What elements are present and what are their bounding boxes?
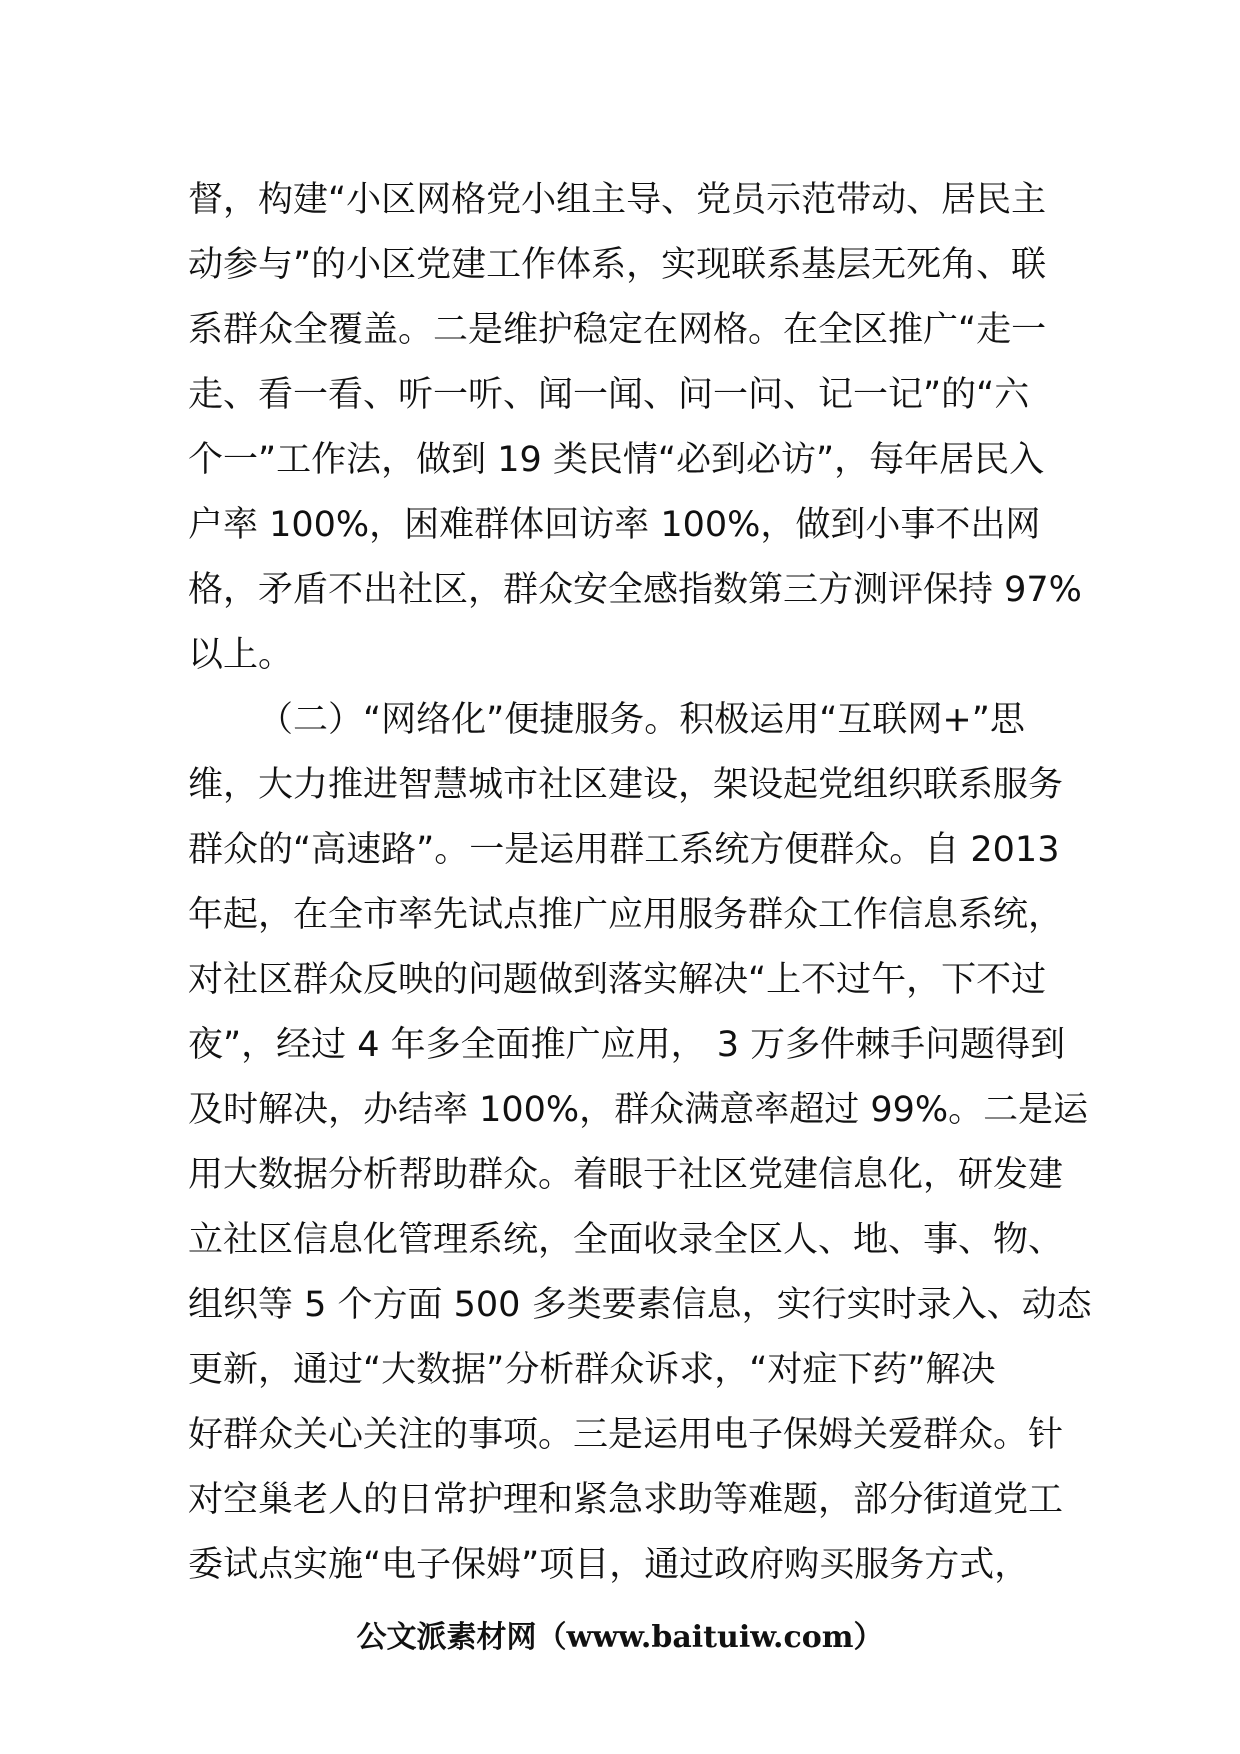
text-line: 委试点实施“电子保姆”项目，通过政府购买服务方式， [188,1545,1030,1585]
text-line: 夜”，经过 4 年多全面推广应用， 3 万多件棘手问题得到 [188,1025,1066,1065]
text-line: 好群众关心关注的事项。三是运用电子保姆关爱群众。针 [188,1415,1064,1455]
text-line: 系群众全覆盖。二是维护稳定在网格。在全区推广“走一 [188,310,1047,350]
text-line: 动参与”的小区党建工作体系，实现联系基层无死角、联 [188,245,1047,285]
text-line: 群众的“高速路”。一是运用群工系统方便群众。自 2013 [188,830,1060,870]
text-line: 个一”工作法，做到 19 类民情“必到必访”，每年居民入 [188,440,1045,480]
section-heading-line: （二）“网络化”便捷服务。积极运用“互联网+”思 [258,700,1025,740]
text-line: 格，矛盾不出社区，群众安全感指数第三方测评保持 97% [188,570,1082,610]
text-line: 组织等 5 个方面 500 多类要素信息，实行实时录入、动态 [188,1285,1092,1325]
text-line: 督，构建“小区网格党小组主导、党员示范带动、居民主 [188,180,1047,220]
text-line: 对社区群众反映的问题做到落实解决“上不过午，下不过 [188,960,1047,1000]
text-line: 户率 100%，困难群体回访率 100%，做到小事不出网 [188,505,1041,545]
text-line: 及时解决，办结率 100%，群众满意率超过 99%。二是运 [188,1090,1089,1130]
footer-watermark-text: 公文派素材网（www.baituiw.com） [356,1620,884,1655]
text-line: 立社区信息化管理系统，全面收录全区人、地、事、物、 [188,1220,1064,1260]
text-line: 以上。 [188,635,294,675]
text-line: 对空巢老人的日常护理和紧急求助等难题，部分街道党工 [188,1480,1064,1520]
text-line: 走、看一看、听一听、闻一闻、问一问、记一记”的“六 [188,375,1030,415]
text-line: 用大数据分析帮助群众。着眼于社区党建信息化，研发建 [188,1155,1064,1195]
body-text [188,168,1092,1598]
text-line: 维，大力推进智慧城市社区建设，架设起党组织联系服务 [188,765,1064,805]
text-line: 年起，在全市率先试点推广应用服务群众工作信息系统， [188,895,1064,935]
text-line: 更新，通过“大数据”分析群众诉求，“对症下药”解决 [188,1350,996,1390]
